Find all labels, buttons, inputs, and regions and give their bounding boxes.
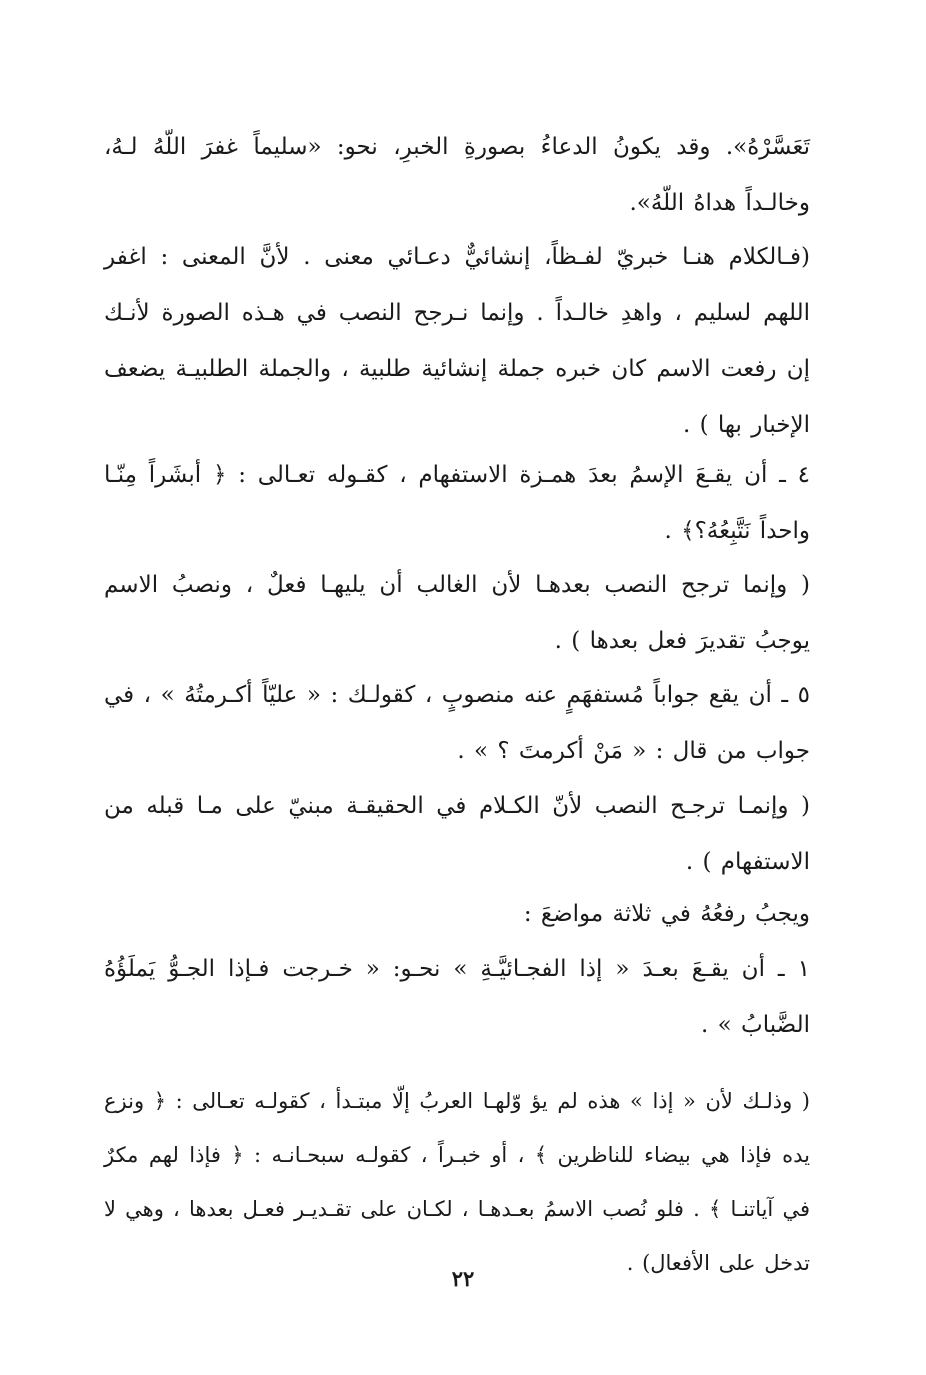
paragraph-prayer-example: تَعَسَّرْهُ». وقد يكونُ الدعاءُ بصورةِ الخبرِ، نحو: «سليماً غفرَ اللّهُ لـهُ، وخالـداً هداهُ اللّهُ».: [104, 134, 810, 216]
paragraph-rule-5: ٥ ـ أن يقع جواباً مُستفهَمٍ عنه منصوبٍ ، كقولـك : « عليّاً أكـرمتُهُ » ، في جواب من قال : « مَنْ أكرمتَ ؟ » .: [104, 682, 810, 764]
page-number: ٢٢: [451, 1266, 475, 1291]
paragraph-explanation-2: ( وإنما ترجح النصب بعدهـا لأن الغالب أن يليهـا فعلٌ ، ونصبُ الاسم يوجبُ تقديرَ فعل بعدها ) .: [104, 572, 810, 654]
paragraph-rule-4: ٤ ـ أن يقـعَ الإسمُ بعدَ همـزة الاستفهام ، كقـوله تعـالى : ﴿ أبشَراً مِنّـا واحداً نَتَّبِعُهُ؟﴾ .: [104, 462, 810, 544]
paragraph-heading-raf: ويجبُ رفعُهُ في ثلاثة مواضعَ :: [523, 901, 810, 927]
paragraph-explanation-1: (فـالكلام هنـا خبريّ لفـظاً، إنشائيٌّ دعـائي معنى . لأنَّ المعنى : اغفر اللهم لسليم ، واهدِ خالـداً . وإنما نـرجح النصب في هـذه الصورة لأنـك إن رفعت الاسم كان خبره جملة إنشائية طلبية ، والجملة الطلبيـة يضعف الإخبار بها ) .: [104, 244, 810, 438]
paragraph-explanation-4: ( وذلـك لأن « إذا » هذه لم يؤ وّلهـا العربُ إلّا مبتـدأ ، كقولـه تعـالى : ﴿ ونزع يده فإذا هي بيضاء للناظرين ﴾ ، أو خبـراً ، كقولـه سبحـانـه : ﴿ فإذا لهم مكرٌ في آياتنـا ﴾ . فلو نُصب الاسمُ بعـدهـا ، لكـان على تقـديـر فعـل بعدها ، وهي لا تدخل على الأفعال) .: [104, 1089, 810, 1275]
paragraph-explanation-3: ( وإنمـا ترجـح النصب لأنّ الكـلام في الحقيقـة مبنيّ على مـا قبله من الاستفهام ) .: [104, 793, 810, 875]
paragraph-rule-1: ١ ـ أن يقـعَ بعـدَ « إذا الفجـائيَّـةِ » نحـو: « خـرجت فـإذا الجـوُّ يَملَؤُهُ الضَّبابُ » .: [104, 956, 810, 1038]
